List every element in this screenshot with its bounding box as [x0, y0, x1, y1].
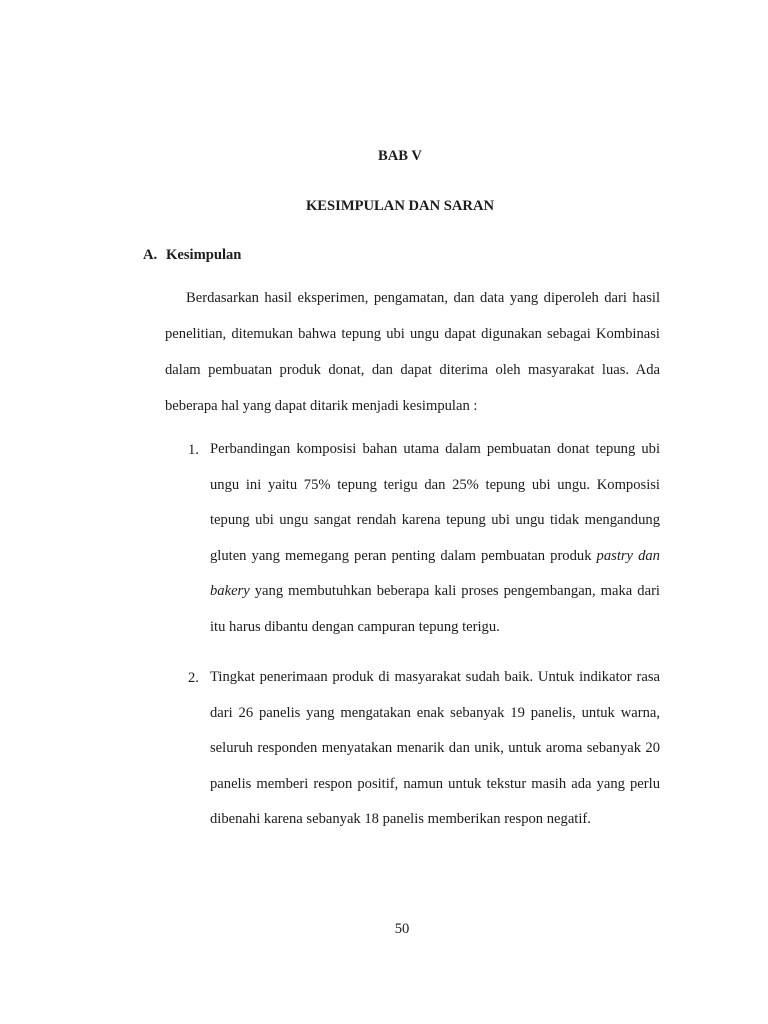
list-item-number: 1. — [188, 442, 199, 458]
section-heading — [143, 247, 241, 264]
page-number: 50 — [394, 921, 410, 937]
list-item — [188, 432, 660, 646]
list-item-text-part: yang membutuhkan beberapa kali proses pengembangan, maka dari itu harus dibantu dengan campuran tepung terigu. — [210, 583, 660, 635]
list-item-text — [210, 432, 660, 646]
list-item — [188, 660, 660, 838]
italic-term: pastry dan bakery — [210, 547, 660, 600]
section-number: A. — [143, 247, 158, 263]
list-item-number: 2. — [188, 670, 199, 686]
list-item-text: Tingkat penerimaan produk di masyarakat sudah baik. Untuk indikator rasa dari 26 panelis yang mengatakan enak sebanyak 19 panelis, untuk warna, seluruh responden menyatakan menarik dan unik, untuk aroma sebanyak 20 panelis memberi respon positif, namun untuk tekstur masih ada yang perlu dibenahi karena sebanyak 18 panelis memberikan respon negatif. — [210, 669, 660, 828]
chapter-title: BAB V — [378, 148, 422, 164]
intro-paragraph: Berdasarkan hasil eksperimen, pengamatan, dan data yang diperoleh dari hasil penelitian, ditemukan bahwa tepung ubi ungu dapat digunakan sebagai Kombinasi dalam pembuatan produk donat, dan dapat diterima oleh masyarakat luas. Ada beberapa hal yang dapat ditarik menjadi kesimpulan : — [165, 290, 660, 414]
chapter-subtitle: KESIMPULAN DAN SARAN — [305, 198, 495, 214]
section-title: Kesimpulan — [166, 247, 242, 263]
list-item-text-part: Perbandingan komposisi bahan utama dalam pembuatan donat tepung ubi ungu ini yaitu 75% tepung terigu dan 25% tepung ubi ungu. Komposisi tepung ubi ungu sangat rendah karena tepung ubi ungu tidak mengandung gluten yang memegang peran penting dalam pembuatan produk — [210, 441, 660, 564]
